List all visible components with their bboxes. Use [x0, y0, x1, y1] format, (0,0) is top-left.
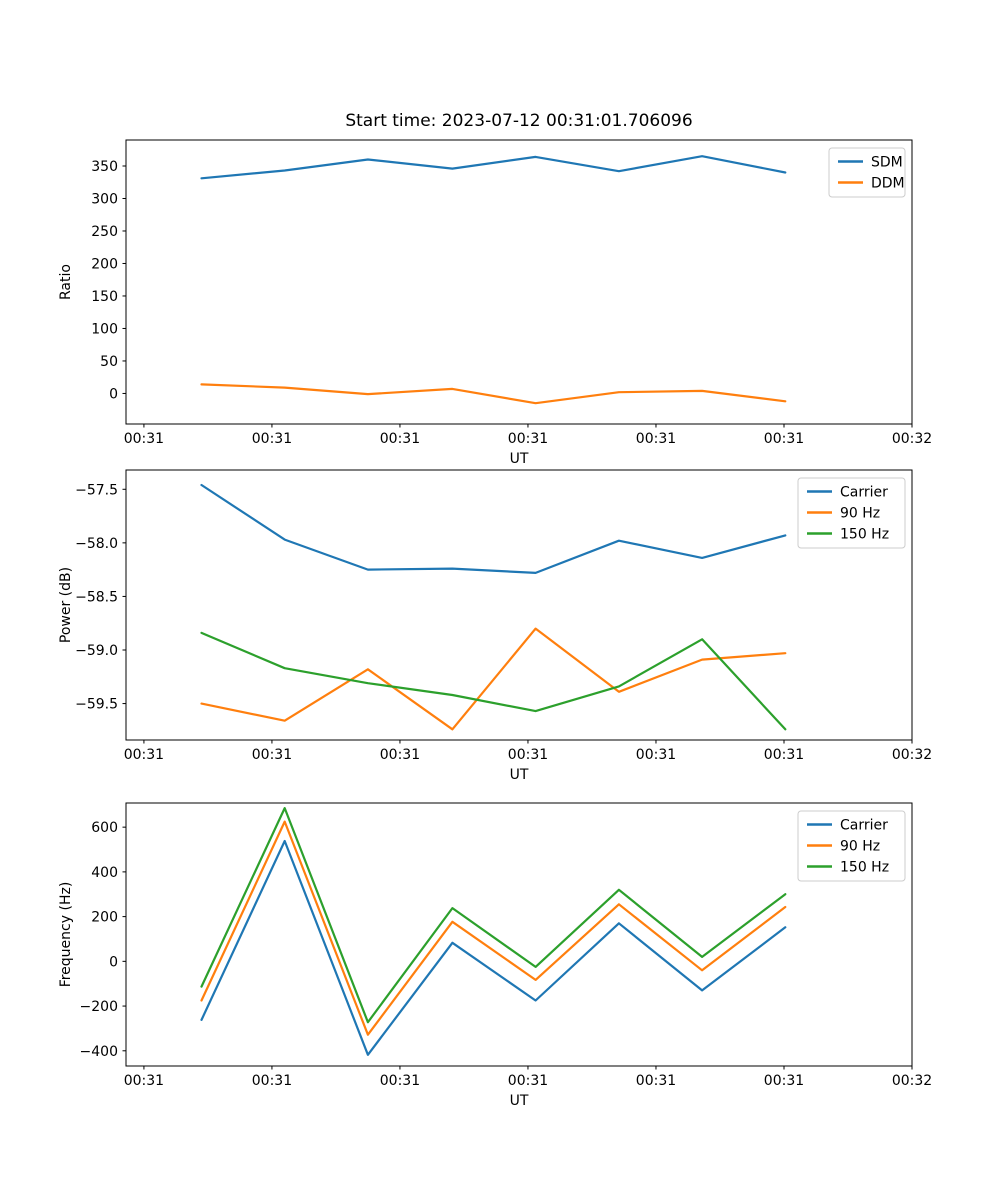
axes-frame [126, 803, 912, 1066]
y-axis-label: Ratio [58, 264, 74, 300]
x-tick-label: 00:31 [507, 431, 549, 447]
y-tick-label: 0 [109, 386, 118, 403]
y-tick-label: 200 [91, 256, 118, 273]
subplot-power [58, 470, 932, 783]
y-axis-label: Power (dB) [58, 566, 74, 644]
x-tick-label: 00:31 [251, 1073, 293, 1089]
series-line-ddm [202, 384, 786, 403]
x-tick-label: 00:31 [635, 747, 677, 763]
y-tick-label: 600 [91, 820, 118, 837]
x-tick-label: 00:32 [891, 431, 933, 447]
series-line-sdm [202, 156, 786, 178]
legend-entry-label: 90 Hz [840, 838, 881, 855]
y-tick-label: 350 [91, 158, 118, 175]
x-tick-label: 00:31 [251, 747, 293, 763]
legend-entry-label: DDM [871, 175, 905, 192]
y-tick-label: −59.0 [75, 643, 118, 659]
subplot-frequency [58, 803, 932, 1109]
y-tick-label: 50 [100, 353, 118, 370]
y-tick-label: 300 [91, 191, 118, 208]
y-tick-label: 100 [91, 321, 118, 338]
legend [798, 478, 905, 548]
legend-entry-label: 150 Hz [840, 526, 890, 543]
x-tick-label: 00:31 [763, 431, 805, 447]
x-tick-label: 00:31 [635, 431, 677, 447]
legend-entry-label: Carrier [840, 484, 888, 501]
y-tick-label: 0 [109, 954, 118, 971]
y-tick-label: 400 [91, 864, 118, 881]
axes-frame [126, 140, 912, 424]
legend-entry-label: 150 Hz [840, 859, 890, 876]
x-axis-label: UT [509, 451, 529, 467]
y-tick-label: −58.5 [75, 589, 118, 606]
axes-frame [126, 470, 912, 740]
series-line-carrier [202, 841, 786, 1055]
x-tick-label: 00:32 [891, 1073, 933, 1089]
y-tick-label: −59.5 [75, 696, 118, 713]
x-tick-label: 00:31 [123, 431, 165, 447]
y-tick-label: −58.0 [75, 535, 118, 552]
x-tick-label: 00:31 [763, 1073, 805, 1089]
y-tick-label: −57.5 [75, 482, 118, 499]
legend [829, 148, 905, 197]
x-tick-label: 00:31 [123, 1073, 165, 1089]
legend-entry-label: Carrier [840, 817, 888, 834]
y-tick-label: 150 [91, 288, 118, 305]
y-tick-label: −200 [79, 999, 118, 1016]
subplot-ratio [58, 140, 932, 467]
x-tick-label: 00:31 [507, 1073, 549, 1089]
x-tick-label: 00:31 [123, 747, 165, 763]
x-tick-label: 00:32 [891, 747, 933, 763]
legend-entry-label: SDM [871, 154, 903, 171]
y-axis-label: Frequency (Hz) [58, 881, 74, 988]
series-line-150-hz [202, 808, 786, 1022]
y-tick-label: 200 [91, 909, 118, 926]
x-tick-label: 00:31 [635, 1073, 677, 1089]
x-axis-label: UT [509, 1093, 529, 1109]
y-tick-label: 250 [91, 223, 118, 240]
y-tick-label: −400 [79, 1043, 118, 1060]
x-tick-label: 00:31 [379, 431, 421, 447]
x-tick-label: 00:31 [251, 431, 293, 447]
legend-entry-label: 90 Hz [840, 505, 881, 522]
series-line-90-hz [202, 629, 786, 730]
figure-title: Start time: 2023-07-12 00:31:01.706096 [345, 111, 693, 131]
legend [798, 811, 905, 881]
x-axis-label: UT [509, 767, 529, 783]
series-line-carrier [202, 485, 786, 573]
x-tick-label: 00:31 [379, 747, 421, 763]
x-tick-label: 00:31 [763, 747, 805, 763]
x-tick-label: 00:31 [507, 747, 549, 763]
x-tick-label: 00:31 [379, 1073, 421, 1089]
